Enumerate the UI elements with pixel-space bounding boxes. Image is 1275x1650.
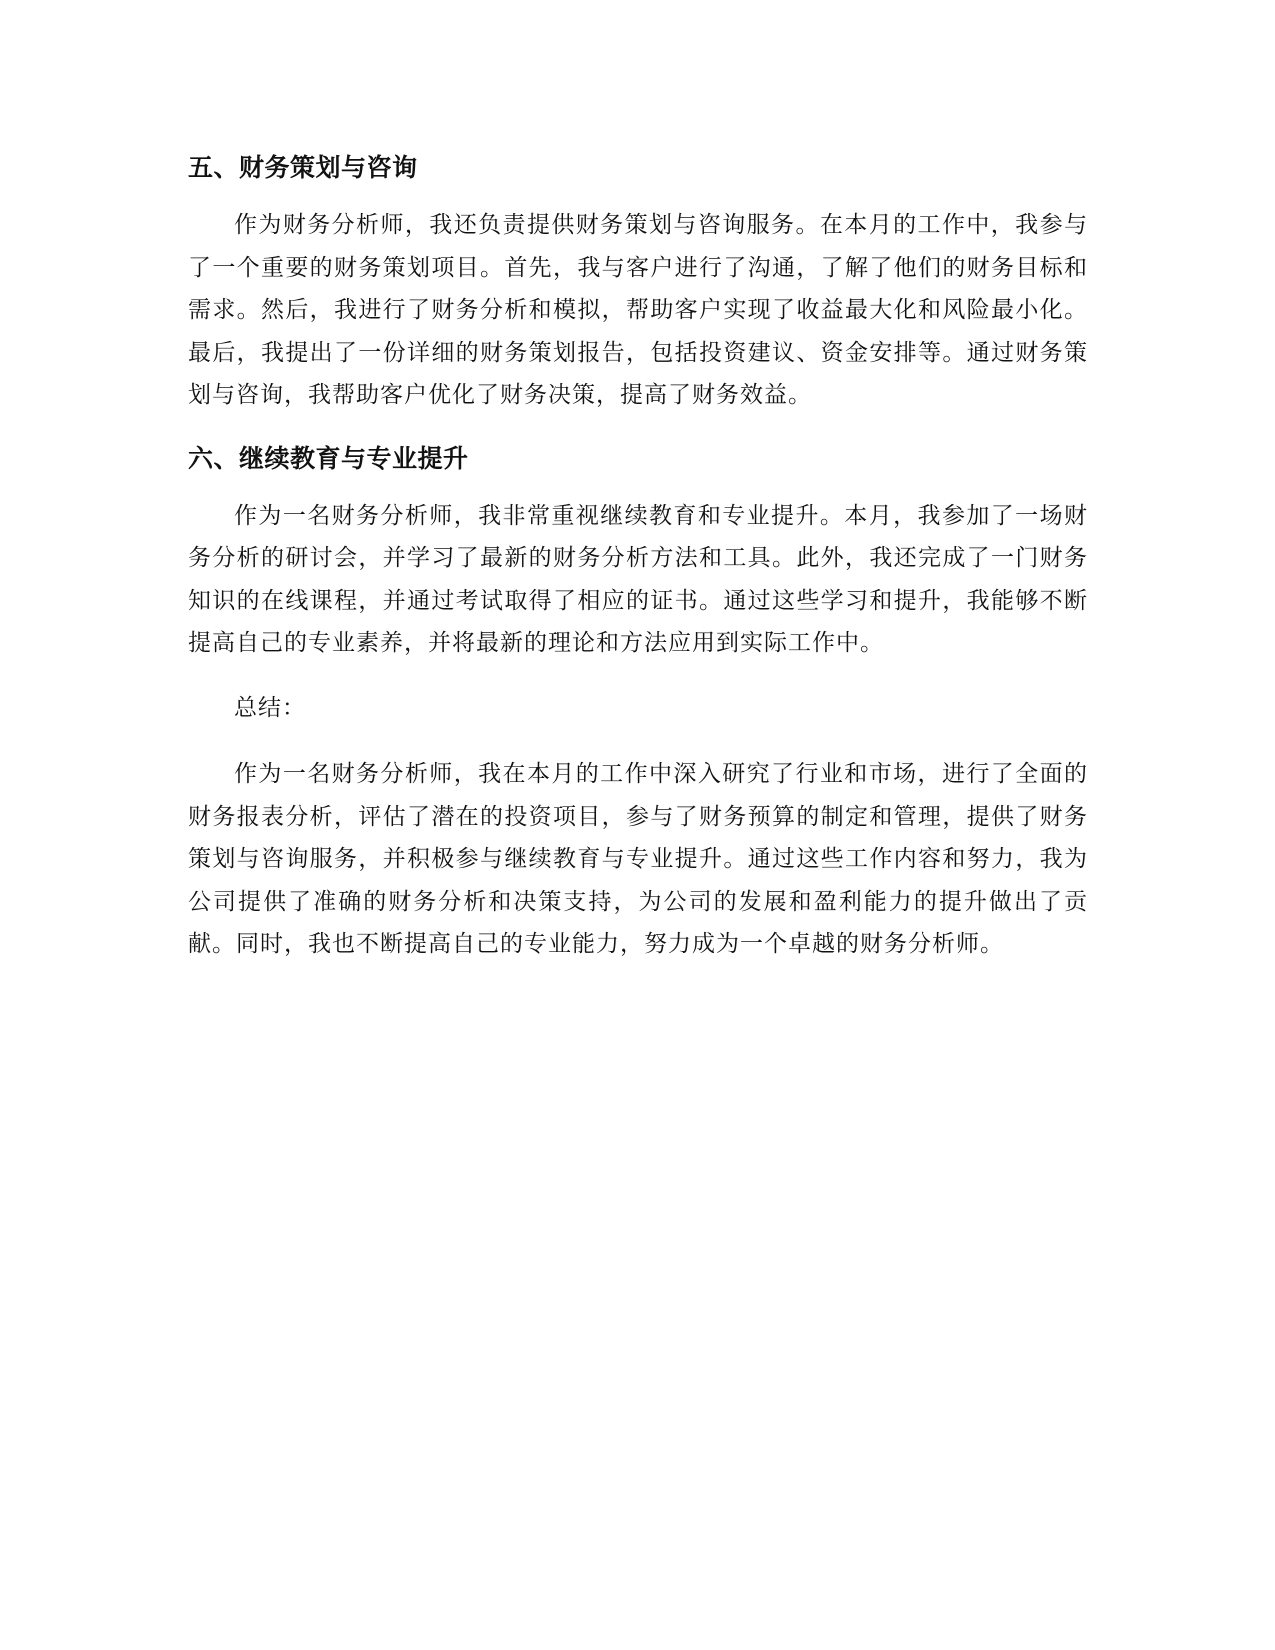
summary-label: 总结： xyxy=(234,694,306,721)
section-heading-continuing-education: 六、继续教育与专业提升 xyxy=(188,443,469,473)
paragraph-financial-planning: 作为财务分析师，我还负责提供财务策划与咨询服务。在本月的工作中，我参与了一个重要的财务策划项目。首先，我与客户进行了沟通，了解了他们的财务目标和需求。然后，我进行了财务分析和模拟，帮助客户实现了收益最大化和风险最小化。最后，我提出了一份详细的财务策划报告，包括投资建议、资金安排等。通过财务策划与咨询，我帮助客户优化了财务决策，提高了财务效益。 xyxy=(188,212,1088,408)
paragraph-continuing-education: 作为一名财务分析师，我非常重视继续教育和专业提升。本月，我参加了一场财务分析的研讨会，并学习了最新的财务分析方法和工具。此外，我还完成了一门财务知识的在线课程，并通过考试取得了相应的证书。通过这些学习和提升，我能够不断提高自己的专业素养，并将最新的理论和方法应用到实际工作中。 xyxy=(188,502,1088,656)
document-body xyxy=(188,148,1088,988)
summary-paragraph: 作为一名财务分析师，我在本月的工作中深入研究了行业和市场，进行了全面的财务报表分析，评估了潜在的投资项目，参与了财务预算的制定和管理，提供了财务策划与咨询服务，并积极参与继续教育与专业提升。通过这些工作内容和努力，我为公司提供了准确的财务分析和决策支持，为公司的发展和盈利能力的提升做出了贡献。同时，我也不断提高自己的专业能力，努力成为一个卓越的财务分析师。 xyxy=(188,761,1088,957)
section-heading-financial-planning: 五、财务策划与咨询 xyxy=(188,153,418,182)
